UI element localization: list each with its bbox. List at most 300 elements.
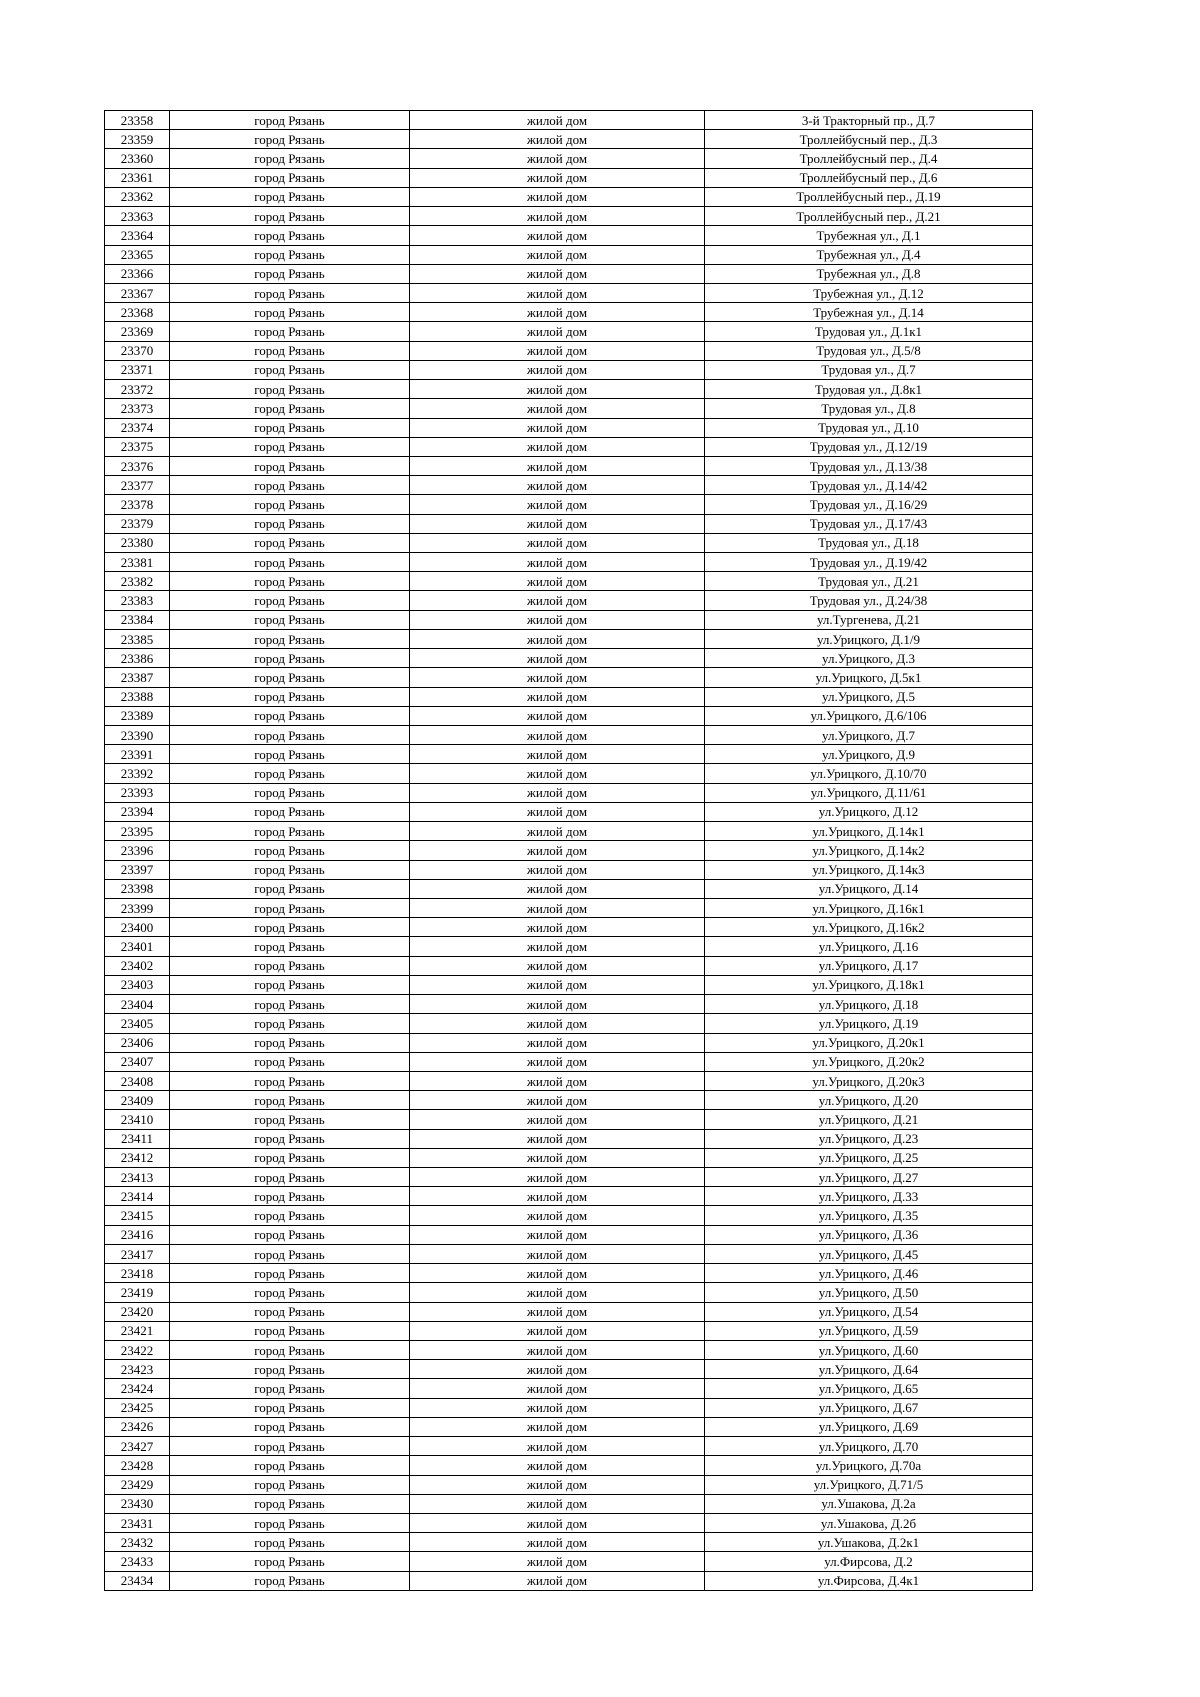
address-cell: Трудовая ул., Д.7 [705,360,1033,379]
city-cell: город Рязань [170,745,410,764]
city-cell: город Рязань [170,879,410,898]
city-cell: город Рязань [170,841,410,860]
city-cell: город Рязань [170,1437,410,1456]
row-number-cell: 23364 [105,226,170,245]
object-type-cell: жилой дом [410,783,705,802]
row-number-cell: 23363 [105,207,170,226]
object-type-cell: жилой дом [410,207,705,226]
table-row [105,726,1033,745]
object-type-cell: жилой дом [410,1129,705,1148]
object-type-cell: жилой дом [410,1417,705,1436]
table-row [105,380,1033,399]
city-cell: город Рязань [170,1513,410,1532]
address-cell: Троллейбусный пер., Д.3 [705,130,1033,149]
address-cell: Трудовая ул., Д.8к1 [705,380,1033,399]
row-number-cell: 23407 [105,1052,170,1071]
row-number-cell: 23359 [105,130,170,149]
address-cell: ул.Урицкого, Д.23 [705,1129,1033,1148]
city-cell: город Рязань [170,1014,410,1033]
address-cell: Трудовая ул., Д.14/42 [705,476,1033,495]
table-row [105,937,1033,956]
table-row [105,1494,1033,1513]
table-row [105,303,1033,322]
row-number-cell: 23427 [105,1437,170,1456]
object-type-cell: жилой дом [410,111,705,130]
city-cell: город Рязань [170,226,410,245]
table-row [105,1417,1033,1436]
address-cell: ул.Урицкого, Д.69 [705,1417,1033,1436]
table-row [105,802,1033,821]
row-number-cell: 23371 [105,360,170,379]
row-number-cell: 23402 [105,956,170,975]
address-cell: ул.Урицкого, Д.21 [705,1110,1033,1129]
object-type-cell: жилой дом [410,399,705,418]
object-type-cell: жилой дом [410,322,705,341]
row-number-cell: 23390 [105,726,170,745]
object-type-cell: жилой дом [410,1071,705,1090]
row-number-cell: 23424 [105,1379,170,1398]
object-type-cell: жилой дом [410,1148,705,1167]
row-number-cell: 23409 [105,1091,170,1110]
row-number-cell: 23408 [105,1071,170,1090]
address-cell: Трудовая ул., Д.13/38 [705,456,1033,475]
address-cell: Трудовая ул., Д.10 [705,418,1033,437]
table-row [105,783,1033,802]
row-number-cell: 23400 [105,918,170,937]
object-type-cell: жилой дом [410,1091,705,1110]
object-type-cell: жилой дом [410,1206,705,1225]
city-cell: город Рязань [170,168,410,187]
object-type-cell: жилой дом [410,995,705,1014]
city-cell: город Рязань [170,380,410,399]
object-type-cell: жилой дом [410,553,705,572]
object-type-cell: жилой дом [410,437,705,456]
table-row [105,1071,1033,1090]
city-cell: город Рязань [170,764,410,783]
table-row [105,533,1033,552]
city-cell: город Рязань [170,1360,410,1379]
city-cell: город Рязань [170,687,410,706]
address-cell: Троллейбусный пер., Д.21 [705,207,1033,226]
city-cell: город Рязань [170,649,410,668]
address-cell: Трудовая ул., Д.24/38 [705,591,1033,610]
table-row [105,1091,1033,1110]
row-number-cell: 23369 [105,322,170,341]
table-row [105,130,1033,149]
object-type-cell: жилой дом [410,1168,705,1187]
address-cell: Трубежная ул., Д.12 [705,283,1033,302]
city-cell: город Рязань [170,629,410,648]
table-row [105,764,1033,783]
address-cell: ул.Урицкого, Д.14к2 [705,841,1033,860]
object-type-cell: жилой дом [410,687,705,706]
object-type-cell: жилой дом [410,476,705,495]
address-cell: ул.Урицкого, Д.60 [705,1341,1033,1360]
table-row [105,1052,1033,1071]
city-cell: город Рязань [170,918,410,937]
row-number-cell: 23423 [105,1360,170,1379]
table-row [105,264,1033,283]
row-number-cell: 23368 [105,303,170,322]
table-row [105,1283,1033,1302]
row-number-cell: 23375 [105,437,170,456]
city-cell: город Рязань [170,1244,410,1263]
city-cell: город Рязань [170,1552,410,1571]
table-row [105,1321,1033,1340]
object-type-cell: жилой дом [410,629,705,648]
address-cell: ул.Урицкого, Д.54 [705,1302,1033,1321]
object-type-cell: жилой дом [410,1494,705,1513]
table-row [105,283,1033,302]
table-row [105,649,1033,668]
object-type-cell: жилой дом [410,1341,705,1360]
object-type-cell: жилой дом [410,149,705,168]
address-cell: ул.Урицкого, Д.25 [705,1148,1033,1167]
address-cell: ул.Фирсова, Д.4к1 [705,1571,1033,1590]
city-cell: город Рязань [170,1417,410,1436]
address-cell: ул.Урицкого, Д.16к1 [705,898,1033,917]
row-number-cell: 23358 [105,111,170,130]
object-type-cell: жилой дом [410,1110,705,1129]
row-number-cell: 23396 [105,841,170,860]
row-number-cell: 23380 [105,533,170,552]
table-row [105,822,1033,841]
city-cell: город Рязань [170,898,410,917]
city-cell: город Рязань [170,975,410,994]
city-cell: город Рязань [170,360,410,379]
table-row [105,322,1033,341]
address-cell: 3-й Тракторный пр., Д.7 [705,111,1033,130]
city-cell: город Рязань [170,726,410,745]
address-cell: ул.Урицкого, Д.45 [705,1244,1033,1263]
city-cell: город Рязань [170,860,410,879]
address-cell: ул.Ушакова, Д.2б [705,1513,1033,1532]
address-cell: ул.Урицкого, Д.14 [705,879,1033,898]
address-cell: Трубежная ул., Д.4 [705,245,1033,264]
table-row [105,1398,1033,1417]
table-row [105,1244,1033,1263]
city-cell: город Рязань [170,1206,410,1225]
table-row [105,1437,1033,1456]
object-type-cell: жилой дом [410,668,705,687]
object-type-cell: жилой дом [410,764,705,783]
table-row [105,1360,1033,1379]
object-type-cell: жилой дом [410,572,705,591]
city-cell: город Рязань [170,245,410,264]
housing-registry-table [104,110,1033,1591]
row-number-cell: 23397 [105,860,170,879]
table-row [105,860,1033,879]
table-row [105,111,1033,130]
object-type-cell: жилой дом [410,283,705,302]
object-type-cell: жилой дом [410,514,705,533]
city-cell: город Рязань [170,610,410,629]
row-number-cell: 23391 [105,745,170,764]
table-row [105,226,1033,245]
table-row [105,399,1033,418]
object-type-cell: жилой дом [410,1033,705,1052]
object-type-cell: жилой дом [410,130,705,149]
table-row [105,745,1033,764]
object-type-cell: жилой дом [410,1225,705,1244]
city-cell: город Рязань [170,1341,410,1360]
object-type-cell: жилой дом [410,860,705,879]
city-cell: город Рязань [170,706,410,725]
object-type-cell: жилой дом [410,1321,705,1340]
city-cell: город Рязань [170,514,410,533]
city-cell: город Рязань [170,1129,410,1148]
row-number-cell: 23386 [105,649,170,668]
table-row [105,1110,1033,1129]
row-number-cell: 23421 [105,1321,170,1340]
address-cell: ул.Урицкого, Д.20к3 [705,1071,1033,1090]
object-type-cell: жилой дом [410,610,705,629]
address-cell: Троллейбусный пер., Д.4 [705,149,1033,168]
row-number-cell: 23430 [105,1494,170,1513]
city-cell: город Рязань [170,956,410,975]
row-number-cell: 23384 [105,610,170,629]
object-type-cell: жилой дом [410,226,705,245]
city-cell: город Рязань [170,1398,410,1417]
table-row [105,360,1033,379]
address-cell: ул.Урицкого, Д.35 [705,1206,1033,1225]
row-number-cell: 23425 [105,1398,170,1417]
address-cell: Трудовая ул., Д.21 [705,572,1033,591]
table-row [105,207,1033,226]
city-cell: город Рязань [170,1187,410,1206]
table-row [105,610,1033,629]
address-cell: Трубежная ул., Д.8 [705,264,1033,283]
address-cell: ул.Урицкого, Д.9 [705,745,1033,764]
address-cell: ул.Урицкого, Д.67 [705,1398,1033,1417]
city-cell: город Рязань [170,937,410,956]
city-cell: город Рязань [170,1052,410,1071]
table-row [105,1571,1033,1590]
object-type-cell: жилой дом [410,726,705,745]
object-type-cell: жилой дом [410,1437,705,1456]
city-cell: город Рязань [170,1321,410,1340]
table-row [105,187,1033,206]
address-cell: ул.Тургенева, Д.21 [705,610,1033,629]
address-cell: ул.Урицкого, Д.20 [705,1091,1033,1110]
object-type-cell: жилой дом [410,822,705,841]
address-cell: Троллейбусный пер., Д.19 [705,187,1033,206]
address-cell: ул.Урицкого, Д.16 [705,937,1033,956]
address-cell: ул.Урицкого, Д.5к1 [705,668,1033,687]
row-number-cell: 23431 [105,1513,170,1532]
city-cell: город Рязань [170,1071,410,1090]
city-cell: город Рязань [170,995,410,1014]
city-cell: город Рязань [170,1264,410,1283]
object-type-cell: жилой дом [410,1052,705,1071]
address-cell: Трудовая ул., Д.5/8 [705,341,1033,360]
row-number-cell: 23370 [105,341,170,360]
row-number-cell: 23412 [105,1148,170,1167]
object-type-cell: жилой дом [410,802,705,821]
row-number-cell: 23404 [105,995,170,1014]
address-cell: Трудовая ул., Д.12/19 [705,437,1033,456]
city-cell: город Рязань [170,418,410,437]
table-row [105,1302,1033,1321]
object-type-cell: жилой дом [410,1264,705,1283]
city-cell: город Рязань [170,591,410,610]
address-cell: Трудовая ул., Д.17/43 [705,514,1033,533]
city-cell: город Рязань [170,322,410,341]
address-cell: ул.Урицкого, Д.7 [705,726,1033,745]
city-cell: город Рязань [170,456,410,475]
row-number-cell: 23411 [105,1129,170,1148]
row-number-cell: 23419 [105,1283,170,1302]
address-cell: ул.Урицкого, Д.14к1 [705,822,1033,841]
object-type-cell: жилой дом [410,1533,705,1552]
row-number-cell: 23378 [105,495,170,514]
city-cell: город Рязань [170,1225,410,1244]
address-cell: ул.Урицкого, Д.19 [705,1014,1033,1033]
city-cell: город Рязань [170,1283,410,1302]
address-cell: ул.Урицкого, Д.50 [705,1283,1033,1302]
city-cell: город Рязань [170,668,410,687]
table-row [105,1148,1033,1167]
address-cell: ул.Урицкого, Д.70 [705,1437,1033,1456]
row-number-cell: 23395 [105,822,170,841]
address-cell: ул.Фирсова, Д.2 [705,1552,1033,1571]
row-number-cell: 23366 [105,264,170,283]
address-cell: ул.Урицкого, Д.12 [705,802,1033,821]
object-type-cell: жилой дом [410,1513,705,1532]
address-cell: ул.Урицкого, Д.59 [705,1321,1033,1340]
row-number-cell: 23416 [105,1225,170,1244]
address-cell: ул.Урицкого, Д.20к1 [705,1033,1033,1052]
object-type-cell: жилой дом [410,187,705,206]
row-number-cell: 23410 [105,1110,170,1129]
city-cell: город Рязань [170,1533,410,1552]
object-type-cell: жилой дом [410,380,705,399]
table-row [105,668,1033,687]
object-type-cell: жилой дом [410,879,705,898]
row-number-cell: 23383 [105,591,170,610]
row-number-cell: 23426 [105,1417,170,1436]
address-cell: ул.Урицкого, Д.36 [705,1225,1033,1244]
address-cell: Трудовая ул., Д.19/42 [705,553,1033,572]
row-number-cell: 23405 [105,1014,170,1033]
table-row [105,418,1033,437]
object-type-cell: жилой дом [410,706,705,725]
address-cell: ул.Урицкого, Д.16к2 [705,918,1033,937]
table-row [105,245,1033,264]
city-cell: город Рязань [170,802,410,821]
city-cell: город Рязань [170,495,410,514]
table-row [105,476,1033,495]
row-number-cell: 23389 [105,706,170,725]
object-type-cell: жилой дом [410,1244,705,1263]
city-cell: город Рязань [170,187,410,206]
object-type-cell: жилой дом [410,341,705,360]
row-number-cell: 23385 [105,629,170,648]
row-number-cell: 23428 [105,1456,170,1475]
object-type-cell: жилой дом [410,649,705,668]
table-row [105,956,1033,975]
city-cell: город Рязань [170,533,410,552]
row-number-cell: 23382 [105,572,170,591]
row-number-cell: 23413 [105,1168,170,1187]
object-type-cell: жилой дом [410,360,705,379]
address-cell: ул.Урицкого, Д.5 [705,687,1033,706]
city-cell: город Рязань [170,1110,410,1129]
address-cell: Троллейбусный пер., Д.6 [705,168,1033,187]
row-number-cell: 23415 [105,1206,170,1225]
address-cell: ул.Урицкого, Д.6/106 [705,706,1033,725]
city-cell: город Рязань [170,399,410,418]
row-number-cell: 23388 [105,687,170,706]
city-cell: город Рязань [170,1456,410,1475]
table-row [105,629,1033,648]
address-cell: Трудовая ул., Д.16/29 [705,495,1033,514]
row-number-cell: 23422 [105,1341,170,1360]
table-row [105,975,1033,994]
row-number-cell: 23374 [105,418,170,437]
table-row [105,341,1033,360]
address-cell: ул.Урицкого, Д.64 [705,1360,1033,1379]
table-row [105,898,1033,917]
object-type-cell: жилой дом [410,1571,705,1590]
table-row [105,437,1033,456]
object-type-cell: жилой дом [410,937,705,956]
table-row [105,1533,1033,1552]
address-cell: ул.Урицкого, Д.1/9 [705,629,1033,648]
city-cell: город Рязань [170,1091,410,1110]
row-number-cell: 23387 [105,668,170,687]
row-number-cell: 23433 [105,1552,170,1571]
table-row [105,1187,1033,1206]
city-cell: город Рязань [170,783,410,802]
city-cell: город Рязань [170,1168,410,1187]
object-type-cell: жилой дом [410,1475,705,1494]
address-cell: ул.Урицкого, Д.70а [705,1456,1033,1475]
object-type-cell: жилой дом [410,418,705,437]
object-type-cell: жилой дом [410,168,705,187]
row-number-cell: 23379 [105,514,170,533]
row-number-cell: 23401 [105,937,170,956]
object-type-cell: жилой дом [410,841,705,860]
table-row [105,456,1033,475]
row-number-cell: 23414 [105,1187,170,1206]
city-cell: город Рязань [170,341,410,360]
city-cell: город Рязань [170,1379,410,1398]
object-type-cell: жилой дом [410,456,705,475]
city-cell: город Рязань [170,149,410,168]
address-cell: ул.Урицкого, Д.20к2 [705,1052,1033,1071]
row-number-cell: 23394 [105,802,170,821]
object-type-cell: жилой дом [410,533,705,552]
address-cell: ул.Урицкого, Д.18 [705,995,1033,1014]
table-row [105,1475,1033,1494]
address-cell: ул.Урицкого, Д.14к3 [705,860,1033,879]
address-cell: ул.Ушакова, Д.2а [705,1494,1033,1513]
object-type-cell: жилой дом [410,1360,705,1379]
address-cell: ул.Урицкого, Д.46 [705,1264,1033,1283]
row-number-cell: 23393 [105,783,170,802]
table-row [105,1129,1033,1148]
address-cell: Трубежная ул., Д.14 [705,303,1033,322]
table-row [105,995,1033,1014]
object-type-cell: жилой дом [410,303,705,322]
table-row [105,1513,1033,1532]
city-cell: город Рязань [170,111,410,130]
city-cell: город Рязань [170,1148,410,1167]
address-cell: ул.Урицкого, Д.33 [705,1187,1033,1206]
table-row [105,918,1033,937]
table-row [105,706,1033,725]
